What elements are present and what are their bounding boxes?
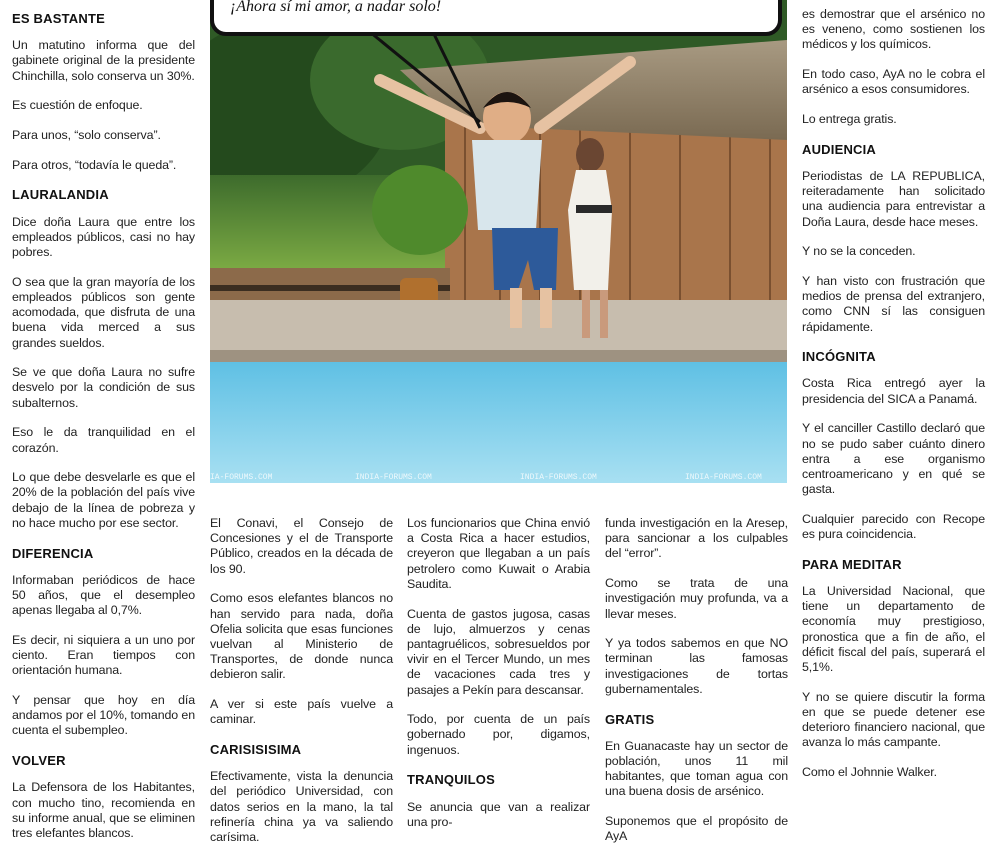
column-5 xyxy=(802,7,985,795)
speech-bubble-text: ¡Ahora sí mi amor, a nadar solo! xyxy=(230,0,442,15)
paragraph: Y no se quiere discutir la forma en que se puede detener ese deterioro financiero nacional, que avanza lo más campante. xyxy=(802,689,985,750)
paragraph: Lo entrega gratis. xyxy=(802,112,897,127)
section-heading: DIFERENCIA xyxy=(12,545,94,561)
paragraph: En Guanacaste hay un sector de población, unos 11 mil habitantes, que toman agua con una buena dosis de arsénico. xyxy=(605,738,788,799)
column-4 xyxy=(605,516,788,859)
paragraph: Como esos elefantes blancos no han servido para nada, doña Ofelia solicita que esas funciones vuelvan al Ministerio de Transportes, de donde nunca debieron salir. xyxy=(210,591,393,682)
paragraph: Y el canciller Castillo declaró que no se pudo saber cuánto dinero entra a ese organismo centroamericano y en qué se gasta. xyxy=(802,421,985,497)
paragraph: Dice doña Laura que entre los empleados públicos, casi no hay pobres. xyxy=(12,214,195,260)
column-3 xyxy=(407,516,590,844)
paragraph: A ver si este país vuelve a caminar. xyxy=(210,697,393,727)
section-heading: TRANQUILOS xyxy=(407,772,495,788)
pool-photo xyxy=(210,0,787,483)
paragraph: Cuenta de gastos jugosa, casas de lujo, almuerzos y cenas pantagruélicos, sobresueldos por vivir en el Tercer Mundo, un mes de vacaciones cada tres y pasajes a Pekín para descansar. xyxy=(407,606,590,697)
paragraph: El Conavi, el Consejo de Concesiones y el de Transporte Público, creados en la década de los 90. xyxy=(210,516,393,576)
paragraph: Los funcionarios que China envió a Costa Rica a hacer estudios, creyeron que llegaban a un país petrolero como Kuwait o Arabia Saudita. xyxy=(407,516,590,591)
paragraph: La Universidad Nacional, que tiene un departamento de economía muy prestigioso, pronostica que a fin de año, el déficit fiscal del país, superará el 5,1%. xyxy=(802,583,985,674)
watermark-text: IA-FORUMS.COM xyxy=(210,473,273,482)
paragraph: Lo que debe desvelarle es que el 20% de la población del país vive debajo de la línea de pobreza y no hace mucho por ese sector. xyxy=(12,470,195,530)
photo-illustration xyxy=(210,0,787,483)
paragraph: Y pensar que hoy en día andamos por el 10%, tomando en cuenta el subempleo. xyxy=(12,693,195,738)
paragraph: Eso le da tranquilidad en el corazón. xyxy=(12,425,195,455)
paragraph: Se ve que doña Laura no sufre desvelo por la condición de sus subalternos. xyxy=(12,365,195,410)
paragraph: Es cuestión de enfoque. xyxy=(12,98,143,113)
section-heading: AUDIENCIA xyxy=(802,141,877,157)
paragraph: Y ya todos sabemos en que NO terminan las famosas investigaciones de tortas gubernamentales. xyxy=(605,636,788,696)
paragraph: funda investigación en la Aresep, para sancionar a los culpables del “error”. xyxy=(605,516,788,561)
paragraph: Todo, por cuenta de un país gobernado por, digamos, ingenuos. xyxy=(407,712,590,757)
paragraph: Y no se la conceden. xyxy=(802,244,916,259)
section-heading: ES BASTANTE xyxy=(12,11,105,26)
watermark-text: INDIA-FORUMS.COM xyxy=(685,473,762,482)
section-heading: GRATIS xyxy=(605,711,655,727)
paragraph: Y han visto con frustración que medios de prensa del extranjero, como CNN sí las consiguen rápidamente. xyxy=(802,273,985,334)
paragraph: Se anuncia que van a realizar una pro- xyxy=(407,799,590,829)
section-heading: VOLVER xyxy=(12,753,66,769)
paragraph: Un matutino informa que del gabinete original de la presidente Chinchilla, solo conserva un 30%. xyxy=(12,38,195,83)
paragraph: La Defensora de los Habitantes, con mucho tino, recomienda en su informe anual, que se eliminen tres elefantes blancos. xyxy=(12,780,195,840)
column-1 xyxy=(12,5,195,856)
paragraph: Informaban periódicos de hace 50 años, que el desempleo apenas llegaba al 0,7%. xyxy=(12,572,195,618)
paragraph: Cualquier parecido con Recope es pura coincidencia. xyxy=(802,511,985,542)
watermark-text: INDIA-FORUMS.COM xyxy=(355,473,432,482)
paragraph: Efectivamente, vista la denuncia del periódico Universidad, con datos serios en la mano, la tal refinería china ya va saliendo carísima. xyxy=(210,769,393,844)
paragraph: Es decir, ni siquiera a un uno por ciento. Eran tiempos con orientación humana. xyxy=(12,632,195,678)
paragraph: En todo caso, AyA no le cobra el arsénico a esos consumidores. xyxy=(802,67,985,97)
column-2 xyxy=(210,516,393,860)
paragraph: O sea que la gran mayoría de los empleados públicos son gente acomodada, que disfruta de una buena vida merced a sus grandes sueldos. xyxy=(12,274,195,350)
paragraph: Como el Johnnie Walker. xyxy=(802,765,937,780)
paragraph: Suponemos que el propósito de AyA xyxy=(605,814,788,844)
paragraph: Costa Rica entregó ayer la presidencia del SICA a Panamá. xyxy=(802,376,985,406)
section-heading: CARISISISIMA xyxy=(210,741,302,757)
paragraph: es demostrar que el arsénico no es veneno, como sostienen los médicos y los químicos. xyxy=(802,7,985,52)
section-heading: PARA MEDITAR xyxy=(802,556,902,572)
section-heading: LAURALANDIA xyxy=(12,187,109,203)
paragraph: Como se trata de una investigación muy profunda, va a llevar meses. xyxy=(605,576,788,621)
watermark-text: INDIA-FORUMS.COM xyxy=(520,473,597,482)
section-heading: INCÓGNITA xyxy=(802,349,876,365)
paragraph: Periodistas de LA REPUBLICA, reiteradamente han solicitado una audiencia para entrevistar a Doña Laura, desde hace meses. xyxy=(802,168,985,229)
paragraph: Para unos, “solo conserva”. xyxy=(12,128,161,143)
paragraph: Para otros, “todavía le queda”. xyxy=(12,157,177,172)
